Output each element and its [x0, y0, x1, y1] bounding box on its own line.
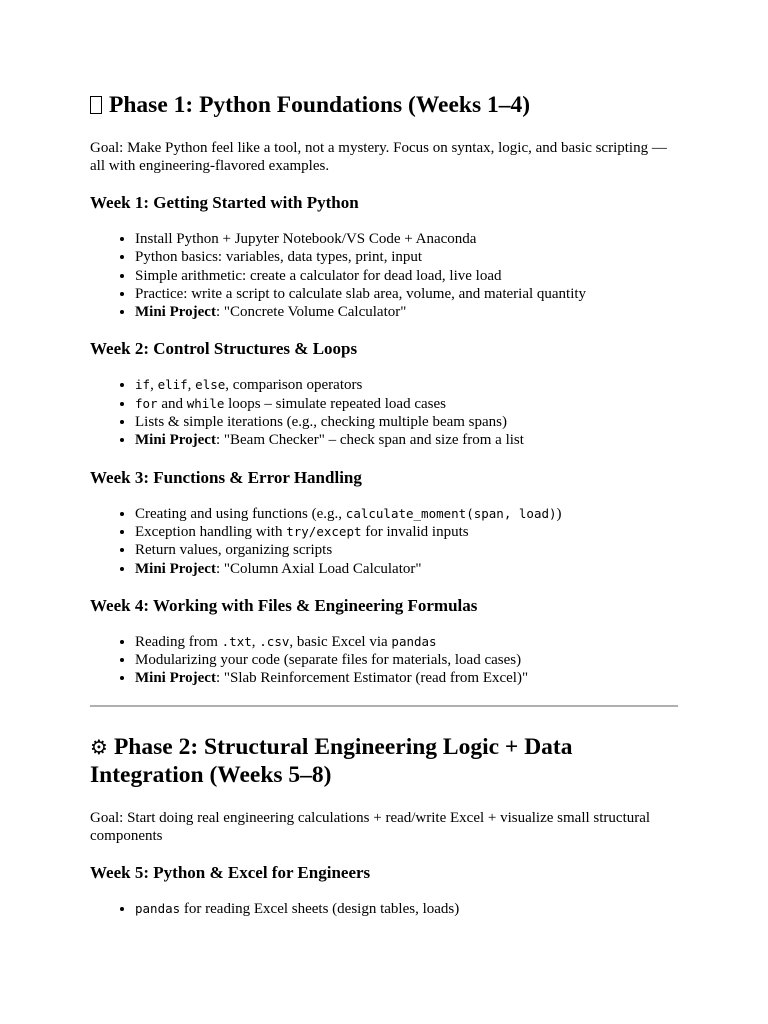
list-item: • Practice: write a script to calculate slab area, volume, and material quantity: [135, 285, 678, 303]
list-item: • Lists & simple iterations (e.g., checking multiple beam spans): [135, 413, 678, 431]
inline-code: pandas: [391, 633, 437, 649]
list-item: [135, 395, 678, 413]
week4-list: [90, 633, 678, 688]
inline-code: else: [195, 377, 226, 393]
week4-heading: Week 4: Working with Files & Engineering Formulas: [90, 595, 478, 615]
text-fragment: Reading from: [135, 633, 222, 650]
inline-code: elif: [157, 377, 188, 393]
inline-code: if: [135, 377, 151, 393]
mini-project-label: Mini Project: [135, 432, 216, 449]
text-fragment: ,: [187, 377, 196, 394]
mini-project-text: : "Slab Reinforcement Estimator (read from Excel)": [215, 670, 529, 687]
list-item: [135, 505, 678, 523]
section-divider: [90, 705, 678, 707]
list-item: • Modularizing your code (separate files for materials, load cases): [135, 651, 678, 669]
list-item: [135, 633, 678, 651]
inline-code: while: [186, 395, 225, 411]
mini-project-text: : "Concrete Volume Calculator": [215, 304, 407, 321]
inline-code: pandas: [135, 900, 181, 916]
list-item: • Install Python + Jupyter Notebook/VS Code + Anaconda: [135, 230, 678, 248]
phase2-title: Phase 2: Structural Engineering Logic + Data Integration (Weeks 5–8): [90, 733, 573, 788]
week1-heading: Week 1: Getting Started with Python: [90, 193, 359, 212]
list-item: [135, 523, 678, 541]
text-fragment: loops – simulate repeated load cases: [224, 395, 446, 412]
phase2-heading: [90, 733, 678, 789]
list-item: • Simple arithmetic: create a calculator for dead load, live load: [135, 267, 678, 285]
inline-code: try/except: [286, 523, 362, 539]
mini-project-label: Mini Project: [135, 670, 216, 687]
week2-list: [90, 376, 678, 449]
week5-list: [90, 900, 678, 918]
mini-project-label: Mini Project: [135, 304, 216, 321]
week3-heading: Week 3: Functions & Error Handling: [90, 467, 362, 487]
list-item: [135, 560, 678, 578]
text-fragment: Creating and using functions (e.g.,: [135, 505, 346, 522]
mini-project-label: Mini Project: [135, 560, 216, 577]
list-item: • Python basics: variables, data types, print, input: [135, 248, 678, 266]
phase2-goal: Goal: Start doing real engineering calculations + read/write Excel + visualize small structural components: [90, 809, 651, 844]
phase1-heading: [90, 91, 678, 119]
text-fragment: ,: [150, 377, 158, 394]
inline-code: calculate_moment(span, load): [345, 505, 557, 521]
inline-code: .txt: [221, 633, 252, 649]
gear-icon: ⚙: [90, 734, 108, 759]
list-item: [135, 900, 678, 918]
text-fragment: , basic Excel via: [289, 633, 392, 650]
mini-project-text: : "Beam Checker" – check span and size from a list: [215, 432, 524, 449]
week5-heading: Week 5: Python & Excel for Engineers: [90, 862, 371, 882]
week1-list: [90, 230, 678, 321]
mini-project-text: : "Column Axial Load Calculator": [215, 560, 422, 577]
text-fragment: for reading Excel sheets (design tables, loads): [180, 900, 460, 917]
list-item: [135, 376, 678, 394]
text-fragment: for invalid inputs: [361, 523, 469, 540]
text-fragment: and: [157, 395, 187, 412]
text-fragment: , comparison operators: [225, 377, 363, 394]
week2-heading: Week 2: Control Structures & Loops: [90, 339, 358, 359]
inline-code: .csv: [259, 633, 290, 649]
phase1-goal: Goal: Make Python feel like a tool, not a mystery. Focus on syntax, logic, and basic scripting — all with engineering-flavored examples.: [90, 140, 667, 174]
inline-code: for: [135, 395, 158, 411]
list-item: [135, 669, 678, 687]
phase1-title: Phase 1: Python Foundations (Weeks 1–4): [109, 92, 531, 118]
text-fragment: ): [556, 505, 562, 522]
list-item: [135, 431, 678, 449]
list-item: • Return values, organizing scripts: [135, 541, 678, 559]
missing-glyph-icon: [90, 96, 102, 114]
text-fragment: ,: [251, 633, 260, 650]
week3-list: [90, 505, 678, 578]
list-item: [135, 303, 678, 321]
text-fragment: Exception handling with: [135, 523, 287, 540]
